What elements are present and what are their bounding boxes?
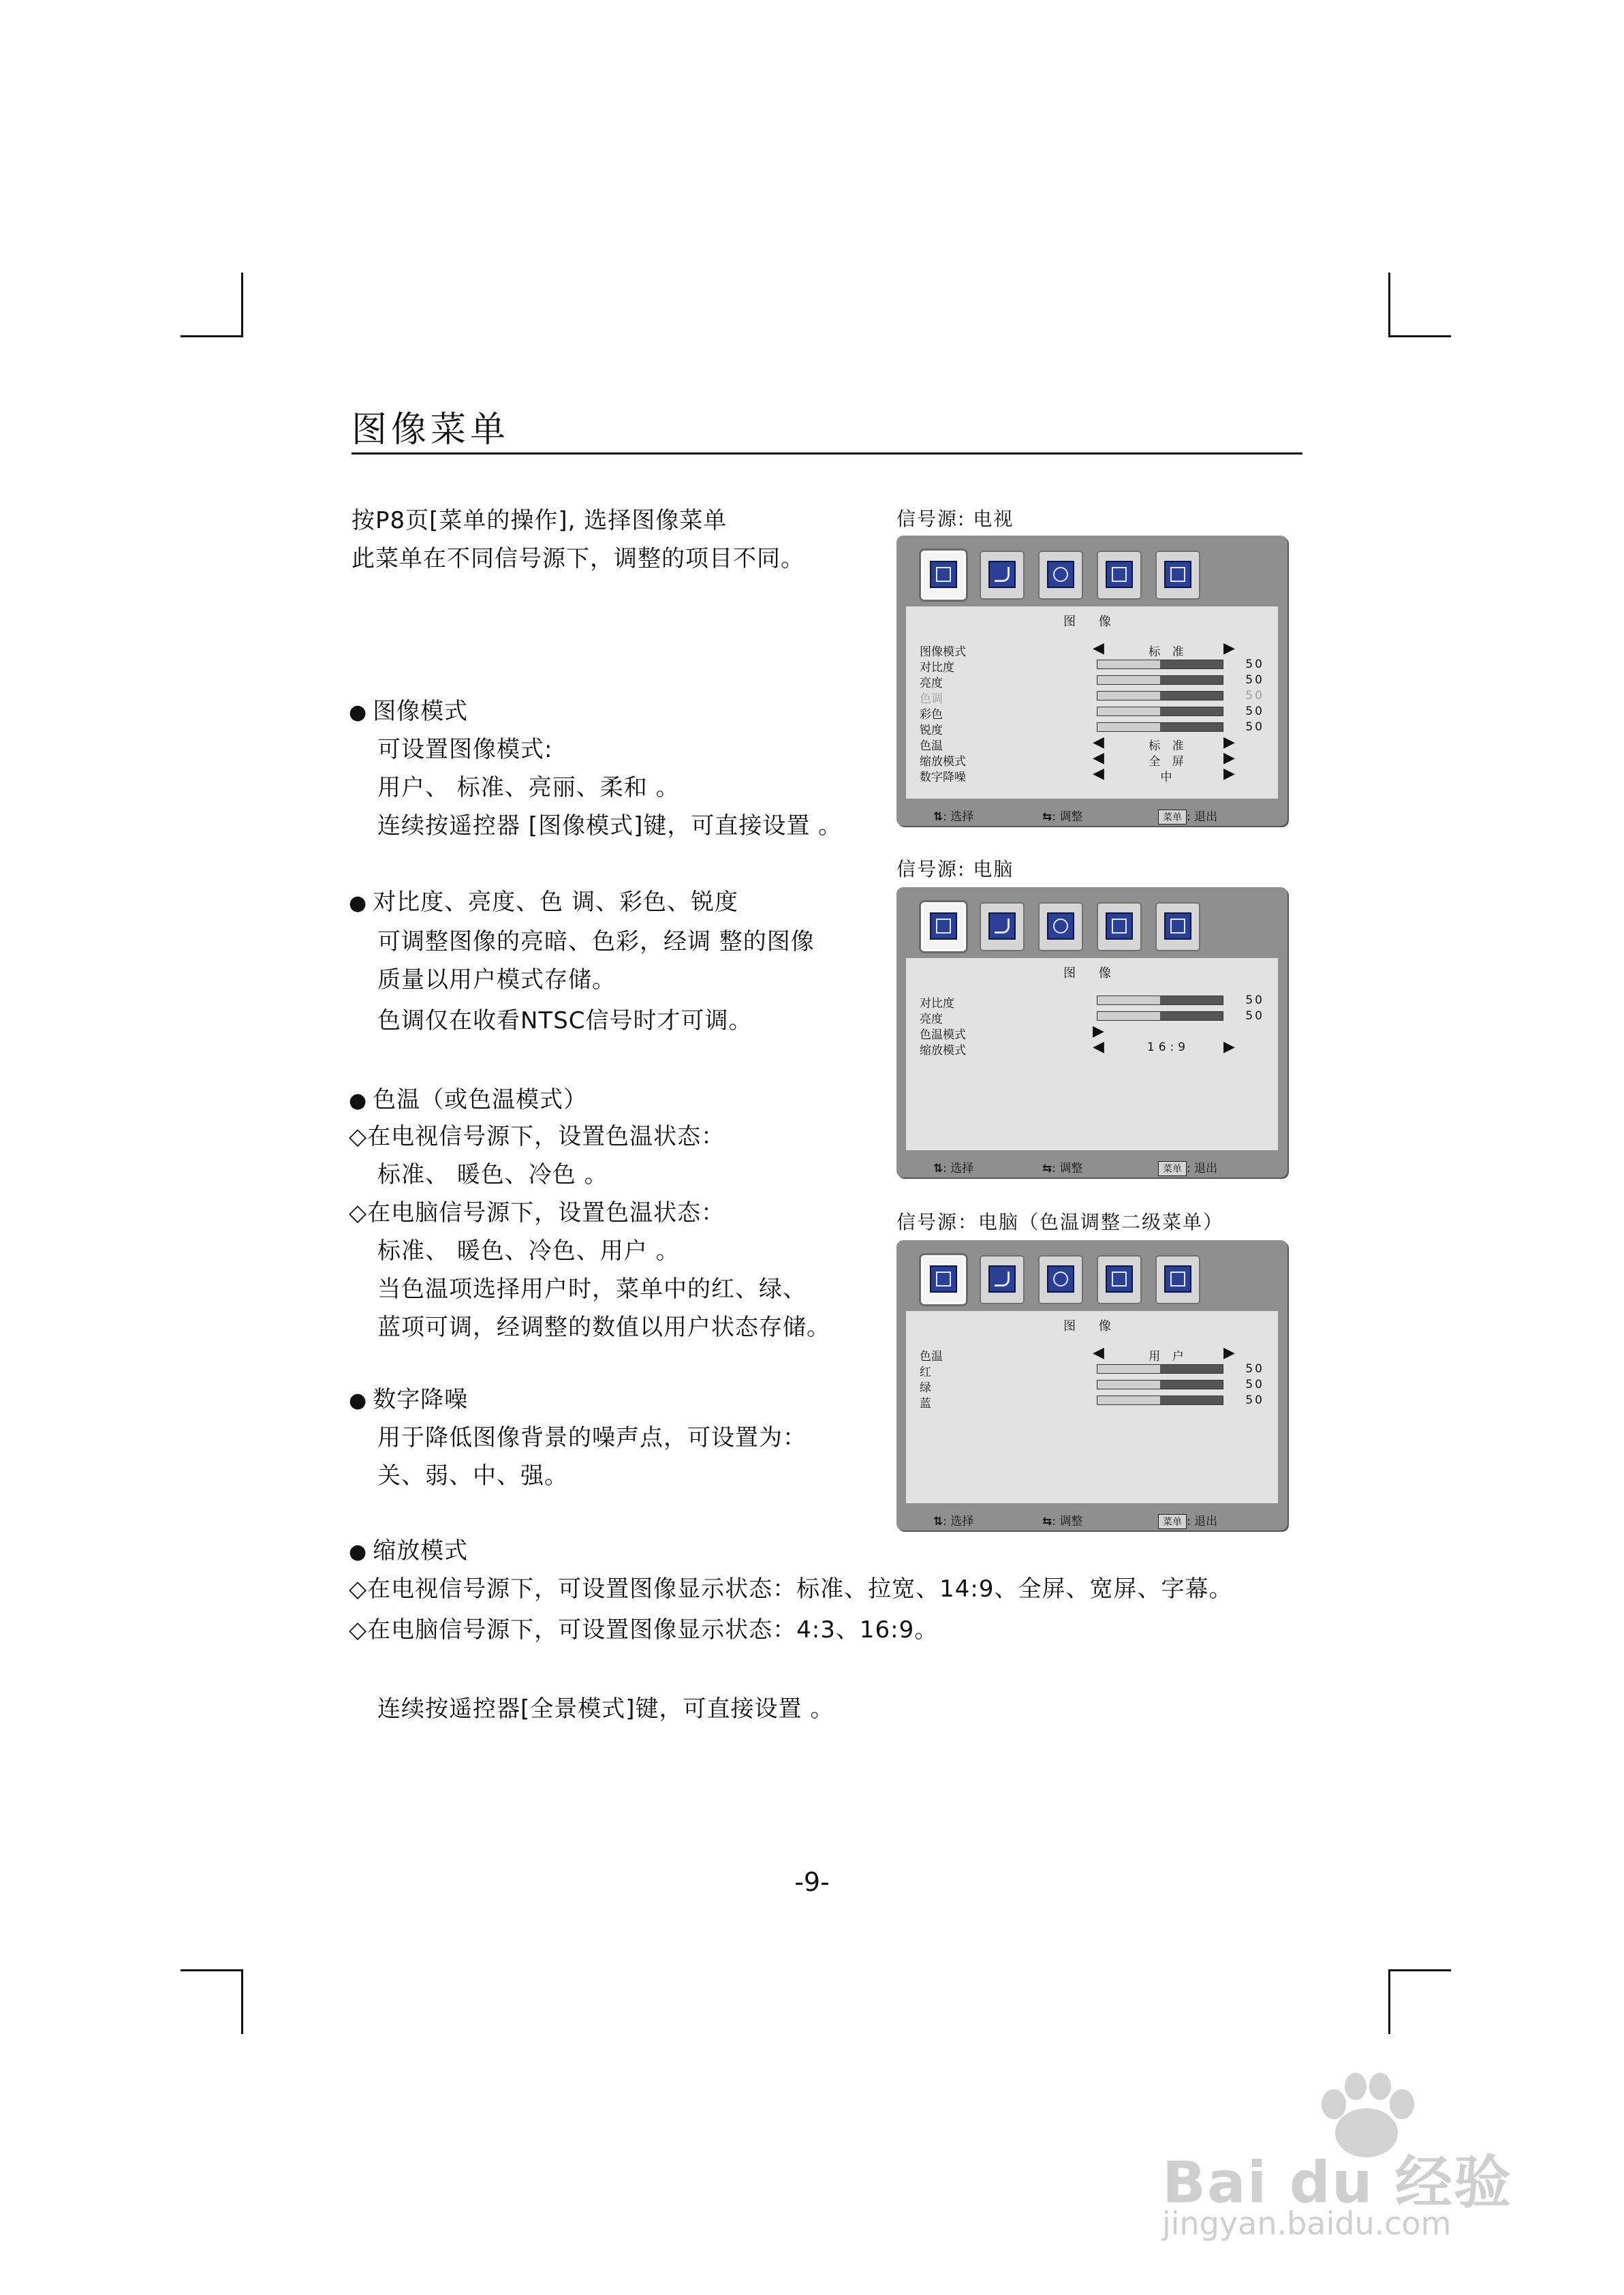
level-bar[interactable] bbox=[1097, 691, 1223, 700]
level-bar[interactable] bbox=[1097, 1364, 1223, 1374]
level-value: 50 bbox=[1245, 994, 1264, 1007]
arrow-right-icon[interactable]: ▶ bbox=[1223, 750, 1235, 767]
menu-row-label: 数字降噪 bbox=[920, 771, 966, 784]
menu-screenshot-pc bbox=[896, 887, 1287, 1177]
section-image-mode-heading bbox=[349, 698, 468, 726]
section-noise-heading bbox=[349, 1386, 468, 1415]
heading-text: 在电视信号源下，设置色温状态： bbox=[367, 1123, 725, 1150]
footer-select-label: 选择 bbox=[950, 810, 974, 824]
menu-footer bbox=[906, 1154, 1278, 1175]
menu-row-label: 红 bbox=[920, 1366, 931, 1379]
level-bar[interactable] bbox=[1097, 1011, 1223, 1021]
menu-row[interactable] bbox=[920, 1378, 1264, 1393]
menu-row[interactable] bbox=[920, 767, 1264, 782]
menu-row[interactable] bbox=[920, 994, 1264, 1011]
menu-row[interactable] bbox=[920, 736, 1264, 751]
level-value: 50 bbox=[1245, 705, 1264, 718]
menu-footer bbox=[906, 803, 1278, 823]
crop-mark-bottom-left-v bbox=[241, 1969, 243, 2034]
footer-adjust-label: 调整 bbox=[1059, 1162, 1083, 1175]
level-value: 50 bbox=[1245, 658, 1264, 671]
level-bar-fill bbox=[1097, 692, 1160, 700]
footer-select-label: 选择 bbox=[950, 1162, 974, 1175]
menu-row-label: 亮度 bbox=[920, 677, 943, 690]
menu-row[interactable] bbox=[920, 752, 1264, 767]
arrow-right-icon[interactable]: ▶ bbox=[1223, 1344, 1235, 1361]
bullet-icon: ● bbox=[349, 1540, 368, 1564]
footer-exit-label: 退出 bbox=[1194, 1515, 1218, 1528]
bullet-icon: ● bbox=[349, 1089, 368, 1113]
level-bar-fill bbox=[1097, 723, 1160, 731]
diamond-icon: ◇ bbox=[349, 1616, 368, 1644]
level-value: 50 bbox=[1245, 1378, 1264, 1391]
footer-adjust: ⇆: 调整 bbox=[1042, 1162, 1083, 1175]
level-bar-fill bbox=[1097, 1396, 1160, 1404]
level-value: 50 bbox=[1245, 1393, 1264, 1407]
zoom-pc-line bbox=[349, 1616, 938, 1644]
menu-row-label: 色温 bbox=[920, 739, 943, 753]
menu-row[interactable] bbox=[920, 658, 1264, 673]
menu-row[interactable] bbox=[920, 689, 1264, 704]
text-line: 用户、 标准、亮丽、柔和 。 bbox=[377, 774, 680, 801]
level-bar-fill bbox=[1097, 707, 1160, 715]
level-value: 50 bbox=[1245, 1362, 1264, 1376]
tv-screen-icon[interactable] bbox=[921, 551, 966, 600]
level-bar-fill bbox=[1097, 1012, 1160, 1020]
screen-icon[interactable] bbox=[1155, 902, 1200, 951]
line-text: 在电视信号源下，可设置图像显示状态：标准、拉宽、14:9、全屏、宽屏、字幕。 bbox=[367, 1575, 1233, 1603]
music-note-icon[interactable] bbox=[980, 902, 1025, 951]
footer-select: ⇅: 选择 bbox=[933, 1162, 974, 1175]
section-temp-heading bbox=[349, 1086, 587, 1115]
arrow-left-icon[interactable]: ◀ bbox=[1093, 750, 1104, 767]
level-bar[interactable] bbox=[1097, 1380, 1223, 1389]
arrow-right-icon[interactable]: ▶ bbox=[1223, 765, 1235, 782]
text-line: 用于降低图像背景的噪声点，可设置为： bbox=[377, 1424, 807, 1451]
level-bar-fill bbox=[1097, 660, 1160, 668]
watermark-brand: Bai du 经验 bbox=[1162, 2149, 1512, 2216]
heading-text: 缩放模式 bbox=[373, 1537, 469, 1565]
crop-mark-top-left-h bbox=[181, 335, 243, 337]
text-line: 当色温项选择用户时，菜单中的红、绿、 bbox=[377, 1276, 807, 1303]
menu-pc-caption: 信号源: 电脑 bbox=[896, 858, 1014, 880]
menu-title: 图 像 bbox=[1063, 1319, 1121, 1334]
menu-row-label: 锐度 bbox=[920, 724, 943, 737]
footer-select-label: 选择 bbox=[950, 1515, 974, 1528]
menu-row[interactable] bbox=[920, 1009, 1264, 1024]
leftright-arrows-icon: ⇆ bbox=[1042, 1162, 1052, 1175]
menu-row-label: 绿 bbox=[920, 1381, 931, 1395]
menu-title: 图 像 bbox=[1063, 966, 1121, 981]
level-value: 50 bbox=[1245, 720, 1264, 734]
zoom-tv-line bbox=[349, 1575, 1233, 1603]
level-bar[interactable] bbox=[1097, 660, 1223, 669]
menu-row[interactable] bbox=[920, 642, 1264, 657]
gear-icon[interactable] bbox=[1038, 902, 1083, 951]
level-value: 50 bbox=[1245, 673, 1264, 687]
watermark-url: jingyan.baidu.com bbox=[1162, 2205, 1452, 2242]
bullet-icon: ● bbox=[349, 891, 368, 915]
arrow-right-icon[interactable]: ▶ bbox=[1223, 734, 1235, 751]
diamond-icon: ◇ bbox=[349, 1123, 368, 1150]
menu-key-icon: 菜单 bbox=[1158, 810, 1187, 825]
level-bar[interactable] bbox=[1097, 707, 1223, 716]
menu-row-label: 蓝 bbox=[920, 1397, 931, 1411]
menu-panel bbox=[906, 606, 1278, 799]
footer-exit: 菜单 : 退出 bbox=[1158, 1158, 1217, 1176]
level-bar-fill bbox=[1097, 676, 1160, 684]
footer-select: ⇅: 选择 bbox=[933, 1515, 974, 1528]
text-line: 关、弱、中、强。 bbox=[377, 1462, 568, 1490]
menu-row-label: 对比度 bbox=[920, 661, 954, 675]
arrow-right-icon[interactable]: ▶ bbox=[1223, 640, 1235, 657]
crop-mark-top-right-v bbox=[1388, 273, 1390, 337]
heading-text: 在电脑信号源下，设置色温状态： bbox=[367, 1199, 725, 1227]
picture-icon[interactable] bbox=[1097, 551, 1142, 600]
screen-icon[interactable] bbox=[1155, 551, 1200, 600]
music-note-icon[interactable] bbox=[980, 1255, 1025, 1304]
menu-row[interactable] bbox=[920, 705, 1264, 720]
menu-tv-caption: 信号源: 电视 bbox=[896, 508, 1014, 530]
tv-screen-icon[interactable] bbox=[921, 902, 966, 951]
menu-row-value: 中 bbox=[1160, 771, 1176, 784]
footer-adjust-label: 调整 bbox=[1059, 1515, 1083, 1528]
text-line: 连续按遥控器 [图像模式]键，可直接设置 。 bbox=[377, 812, 843, 840]
heading-text: 色温（或色温模式） bbox=[373, 1086, 588, 1113]
arrow-left-icon[interactable]: ◀ bbox=[1093, 1038, 1104, 1056]
updown-arrows-icon: ⇅ bbox=[933, 810, 943, 824]
text-line: 可调整图像的亮暗、色彩，经调 整的图像 bbox=[377, 928, 815, 955]
leftright-arrows-icon: ⇆ bbox=[1042, 810, 1052, 824]
menu-screenshot-pc-temp bbox=[896, 1240, 1287, 1530]
menu-row-label: 图像模式 bbox=[920, 645, 966, 659]
level-value: 50 bbox=[1245, 1009, 1264, 1023]
footer-exit-label: 退出 bbox=[1194, 1162, 1218, 1175]
arrow-right-icon[interactable]: ▶ bbox=[1093, 1023, 1104, 1040]
intro-line-2: 此菜单在不同信号源下，调整的项目不同。 bbox=[352, 545, 805, 572]
heading-text: 数字降噪 bbox=[373, 1386, 469, 1413]
text-line: 标准、 暖色、冷色、用户 。 bbox=[377, 1237, 680, 1265]
intro-line-1: 按P8页[菜单的操作], 选择图像菜单 bbox=[352, 507, 728, 534]
menu-key-icon: 菜单 bbox=[1158, 1514, 1187, 1529]
picture-icon[interactable] bbox=[1097, 902, 1142, 951]
menu-row-label: 缩放模式 bbox=[920, 755, 966, 769]
watermark-logo bbox=[1162, 2071, 1544, 2242]
menu-row-value: 用 户 bbox=[1149, 1350, 1188, 1364]
text-line: 色调仅在收看NTSC信号时才可调。 bbox=[377, 1007, 753, 1034]
crop-mark-bottom-right-v bbox=[1388, 1969, 1390, 2034]
crop-mark-top-left-v bbox=[241, 273, 243, 337]
footer-exit: 菜单 : 退出 bbox=[1158, 807, 1217, 825]
music-note-icon[interactable] bbox=[980, 551, 1025, 600]
menu-footer bbox=[906, 1507, 1278, 1528]
text-line: 质量以用户模式存储。 bbox=[377, 966, 616, 994]
diamond-icon: ◇ bbox=[349, 1199, 368, 1227]
level-bar-fill bbox=[1097, 996, 1160, 1004]
footer-select: ⇅: 选择 bbox=[933, 810, 974, 824]
menu-row-label: 色温 bbox=[920, 1350, 943, 1364]
arrow-right-icon[interactable]: ▶ bbox=[1223, 1038, 1235, 1056]
menu-row-value: 标 准 bbox=[1149, 739, 1188, 753]
menu-row-value: 标 准 bbox=[1149, 645, 1188, 659]
level-bar-fill bbox=[1097, 1381, 1160, 1389]
menu-row-label: 缩放模式 bbox=[920, 1044, 966, 1058]
zoom-remote-line: 连续按遥控器[全景模式]键，可直接设置 。 bbox=[377, 1695, 834, 1723]
picture-icon[interactable] bbox=[1097, 1255, 1142, 1304]
crop-mark-top-right-h bbox=[1388, 335, 1451, 337]
menu-row[interactable] bbox=[920, 1038, 1264, 1058]
updown-arrows-icon: ⇅ bbox=[933, 1162, 943, 1175]
level-bar[interactable] bbox=[1097, 675, 1223, 685]
menu-row-label: 色调 bbox=[920, 692, 943, 706]
section-adjust-heading bbox=[349, 889, 738, 917]
tv-screen-icon[interactable] bbox=[921, 1255, 966, 1304]
menu-panel bbox=[906, 958, 1278, 1150]
footer-adjust: ⇆: 调整 bbox=[1042, 1515, 1083, 1528]
text-line: 可设置图像模式: bbox=[377, 736, 553, 763]
leftright-arrows-icon: ⇆ bbox=[1042, 1515, 1052, 1528]
arrow-left-icon[interactable]: ◀ bbox=[1093, 734, 1104, 751]
text-line: 蓝项可调，经调整的数值以用户状态存储。 bbox=[377, 1314, 830, 1341]
menu-title: 图 像 bbox=[1063, 615, 1121, 629]
bullet-icon: ● bbox=[349, 1389, 368, 1413]
footer-adjust: ⇆: 调整 bbox=[1042, 810, 1083, 824]
menu-row-label: 亮度 bbox=[920, 1013, 943, 1026]
arrow-left-icon[interactable]: ◀ bbox=[1093, 640, 1104, 657]
menu-key-icon: 菜单 bbox=[1158, 1161, 1187, 1176]
text-line: 标准、 暖色、冷色 。 bbox=[377, 1161, 608, 1188]
updown-arrows-icon: ⇅ bbox=[933, 1515, 943, 1528]
level-bar[interactable] bbox=[1097, 996, 1223, 1005]
menu-row[interactable] bbox=[920, 673, 1264, 688]
heading-text: 图像模式 bbox=[373, 698, 469, 725]
menu-row-value: 全 屏 bbox=[1149, 755, 1188, 769]
crop-mark-bottom-right-h bbox=[1388, 1969, 1451, 1971]
level-bar[interactable] bbox=[1097, 722, 1223, 732]
page-title: 图像菜单 bbox=[352, 410, 510, 450]
gear-icon[interactable] bbox=[1038, 551, 1083, 600]
menu-row-label: 彩色 bbox=[920, 708, 943, 722]
menu-row[interactable] bbox=[920, 1393, 1264, 1411]
page-number: -9- bbox=[794, 1867, 830, 1897]
menu-pc-temp-caption: 信号源：电脑（色温调整二级菜单） bbox=[896, 1211, 1224, 1233]
diamond-icon: ◇ bbox=[349, 1575, 368, 1603]
menu-row[interactable] bbox=[920, 1025, 1264, 1040]
line-text: 在电脑信号源下，可设置图像显示状态：4:3、16:9。 bbox=[367, 1616, 939, 1644]
level-bar-fill bbox=[1097, 1365, 1160, 1373]
footer-exit: 菜单 : 退出 bbox=[1158, 1511, 1217, 1529]
level-value: 50 bbox=[1245, 689, 1264, 703]
gear-icon[interactable] bbox=[1038, 1255, 1083, 1304]
screen-icon[interactable] bbox=[1155, 1255, 1200, 1304]
menu-panel bbox=[906, 1311, 1278, 1503]
menu-row[interactable] bbox=[920, 1362, 1264, 1377]
arrow-left-icon[interactable]: ◀ bbox=[1093, 1344, 1104, 1361]
menu-row-label: 色温模式 bbox=[920, 1028, 966, 1042]
footer-adjust-label: 调整 bbox=[1059, 810, 1083, 824]
heading-text: 对比度、亮度、色 调、彩色、锐度 bbox=[373, 889, 738, 916]
footer-exit-label: 退出 bbox=[1194, 810, 1218, 824]
section-zoom-heading bbox=[349, 1537, 468, 1566]
temp-pc-heading bbox=[349, 1199, 725, 1227]
menu-row-label: 对比度 bbox=[920, 997, 954, 1011]
menu-row[interactable] bbox=[920, 1344, 1264, 1364]
temp-tv-heading bbox=[349, 1123, 725, 1150]
menu-row-value: 16:9 bbox=[1146, 1041, 1190, 1054]
bullet-icon: ● bbox=[349, 700, 368, 724]
title-rule bbox=[352, 452, 1302, 455]
menu-row[interactable] bbox=[920, 720, 1264, 735]
menu-screenshot-tv bbox=[896, 536, 1287, 826]
arrow-left-icon[interactable]: ◀ bbox=[1093, 765, 1104, 782]
level-bar[interactable] bbox=[1097, 1396, 1223, 1405]
crop-mark-bottom-left-h bbox=[181, 1969, 243, 1971]
